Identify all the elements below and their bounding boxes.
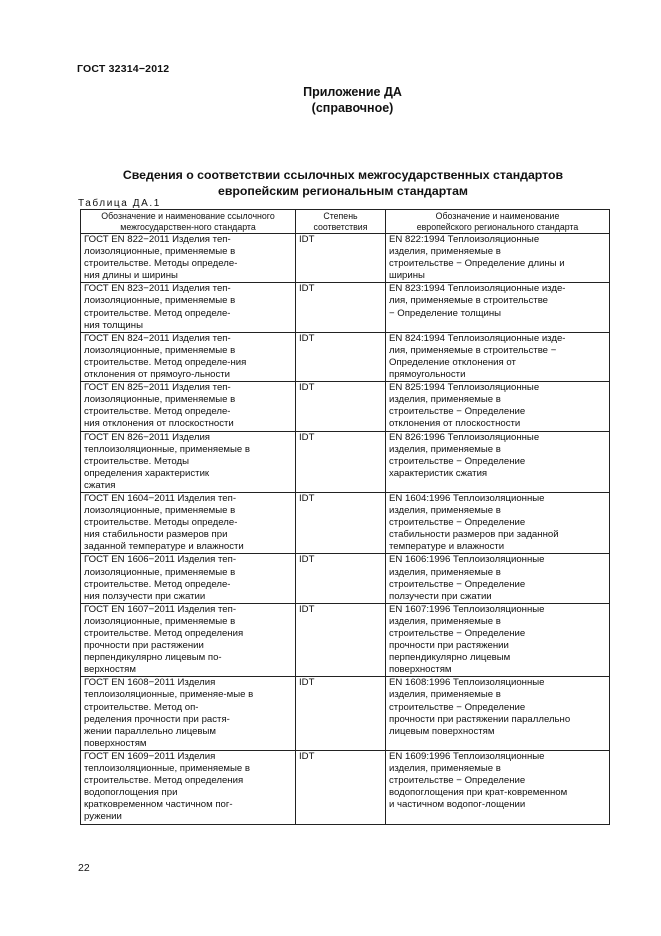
table-row (81, 750, 610, 824)
degree-cell: IDT (296, 283, 386, 332)
section-heading-line-1: Сведения о соответствии ссылочных межгосударственных стандартов (122, 168, 564, 182)
correspondence-table (80, 209, 610, 825)
european-standard-cell: EN 826:1996 Теплоизоляционные изделия, применяемые в строительстве − Определение характеристик сжатия (386, 431, 610, 492)
table-row (81, 283, 610, 332)
interstate-standard-cell: ГОСТ EN 824−2011 Изделия теп- лоизоляционные, применяемые в строительстве. Метод определе-ния отклонения от прямоуго-льности (81, 332, 296, 381)
degree-cell: IDT (296, 677, 386, 751)
european-standard-cell: EN 1604:1996 Теплоизоляционные изделия, применяемые в строительстве − Определение стабильности размеров при заданной температуре и влажности (386, 492, 610, 553)
appendix-subtitle: (справочное) (311, 101, 394, 115)
table-row (81, 603, 610, 677)
degree-cell: IDT (296, 750, 386, 824)
degree-cell: IDT (296, 234, 386, 283)
european-standard-cell: EN 1606:1996 Теплоизоляционные изделия, применяемые в строительстве − Определение ползучести при сжатии (386, 554, 610, 603)
interstate-standard-cell: ГОСТ EN 1609−2011 Изделия теплоизоляционные, применяемые в строительстве. Метод определения водопоглощения при кратковременном частичном пог- ружении (81, 750, 296, 824)
european-standard-cell: EN 824:1994 Теплоизоляционные изде- лия, применяемые в строительстве − Определение отклонения от прямоугольности (386, 332, 610, 381)
section-heading-line-2: европейским региональным стандартам (217, 184, 468, 198)
appendix-title: Приложение ДА (303, 85, 402, 99)
header-european-standard: Обозначение и наименование европейского регионального стандарта (386, 210, 610, 234)
interstate-standard-cell: ГОСТ EN 826−2011 Изделия теплоизоляционные, применяемые в строительстве. Методы определения характеристик сжатия (81, 431, 296, 492)
degree-cell: IDT (296, 332, 386, 381)
table-caption: Таблица ДА.1 (78, 198, 161, 209)
interstate-standard-cell: ГОСТ EN 1607−2011 Изделия теп- лоизоляционные, применяемые в строительстве. Метод определения прочности при растяжении перпендикулярно лицевым по- верхностям (81, 603, 296, 677)
interstate-standard-cell: ГОСТ EN 825−2011 Изделия теп- лоизоляционные, применяемые в строительстве. Метод определе- ния отклонения от плоскостности (81, 382, 296, 431)
european-standard-cell: EN 823:1994 Теплоизоляционные изде- лия, применяемые в строительстве − Определение толщины (386, 283, 610, 332)
european-standard-cell: EN 1607:1996 Теплоизоляционные изделия, применяемые в строительстве − Определение прочности при растяжении перпендикулярно лицевым поверхностям (386, 603, 610, 677)
degree-cell: IDT (296, 382, 386, 431)
degree-cell: IDT (296, 492, 386, 553)
degree-cell: IDT (296, 603, 386, 677)
european-standard-cell: EN 822:1994 Теплоизоляционные изделия, применяемые в строительстве − Определение длины и ширины (386, 234, 610, 283)
table-row (81, 382, 610, 431)
interstate-standard-cell: ГОСТ EN 1608−2011 Изделия теплоизоляционные, применяе-мые в строительстве. Метод оп- ределения прочности при растя- жении параллельно лицевым поверхностям (81, 677, 296, 751)
european-standard-cell: EN 1608:1996 Теплоизоляционные изделия, применяемые в строительстве − Определение прочности при растяжении параллельно лицевым поверхностям (386, 677, 610, 751)
table-row (81, 492, 610, 553)
table-row (81, 431, 610, 492)
table-row (81, 554, 610, 603)
european-standard-cell: EN 825:1994 Теплоизоляционные изделия, применяемые в строительстве − Определение отклонения от плоскостности (386, 382, 610, 431)
degree-cell: IDT (296, 431, 386, 492)
table-header-row (81, 210, 610, 234)
interstate-standard-cell: ГОСТ EN 822−2011 Изделия теп- лоизоляционные, применяемые в строительстве. Методы определе- ния длины и ширины (81, 234, 296, 283)
european-standard-cell: EN 1609:1996 Теплоизоляционные изделия, применяемые в строительстве − Определение водопоглощения при крат-ковременном и частичном водопог-лощении (386, 750, 610, 824)
table-row (81, 234, 610, 283)
degree-cell: IDT (296, 554, 386, 603)
table-row (81, 677, 610, 751)
interstate-standard-cell: ГОСТ EN 823−2011 Изделия теп- лоизоляционные, применяемые в строительстве. Метод определе- ния толщины (81, 283, 296, 332)
header-interstate-standard: Обозначение и наименование ссылочного межгосударствен-ного стандарта (81, 210, 296, 234)
header-degree-of-correspondence: Степень соответствия (296, 210, 386, 234)
table-row (81, 332, 610, 381)
page-number: 22 (78, 862, 90, 874)
document-id: ГОСТ 32314−2012 (77, 63, 170, 75)
interstate-standard-cell: ГОСТ EN 1604−2011 Изделия теп- лоизоляционные, применяемые в строительстве. Методы определе- ния стабильности размеров при заданной температуре и влажности (81, 492, 296, 553)
interstate-standard-cell: ГОСТ EN 1606−2011 Изделия теп- лоизоляционные, применяемые в строительстве. Метод определе- ния ползучести при сжатии (81, 554, 296, 603)
